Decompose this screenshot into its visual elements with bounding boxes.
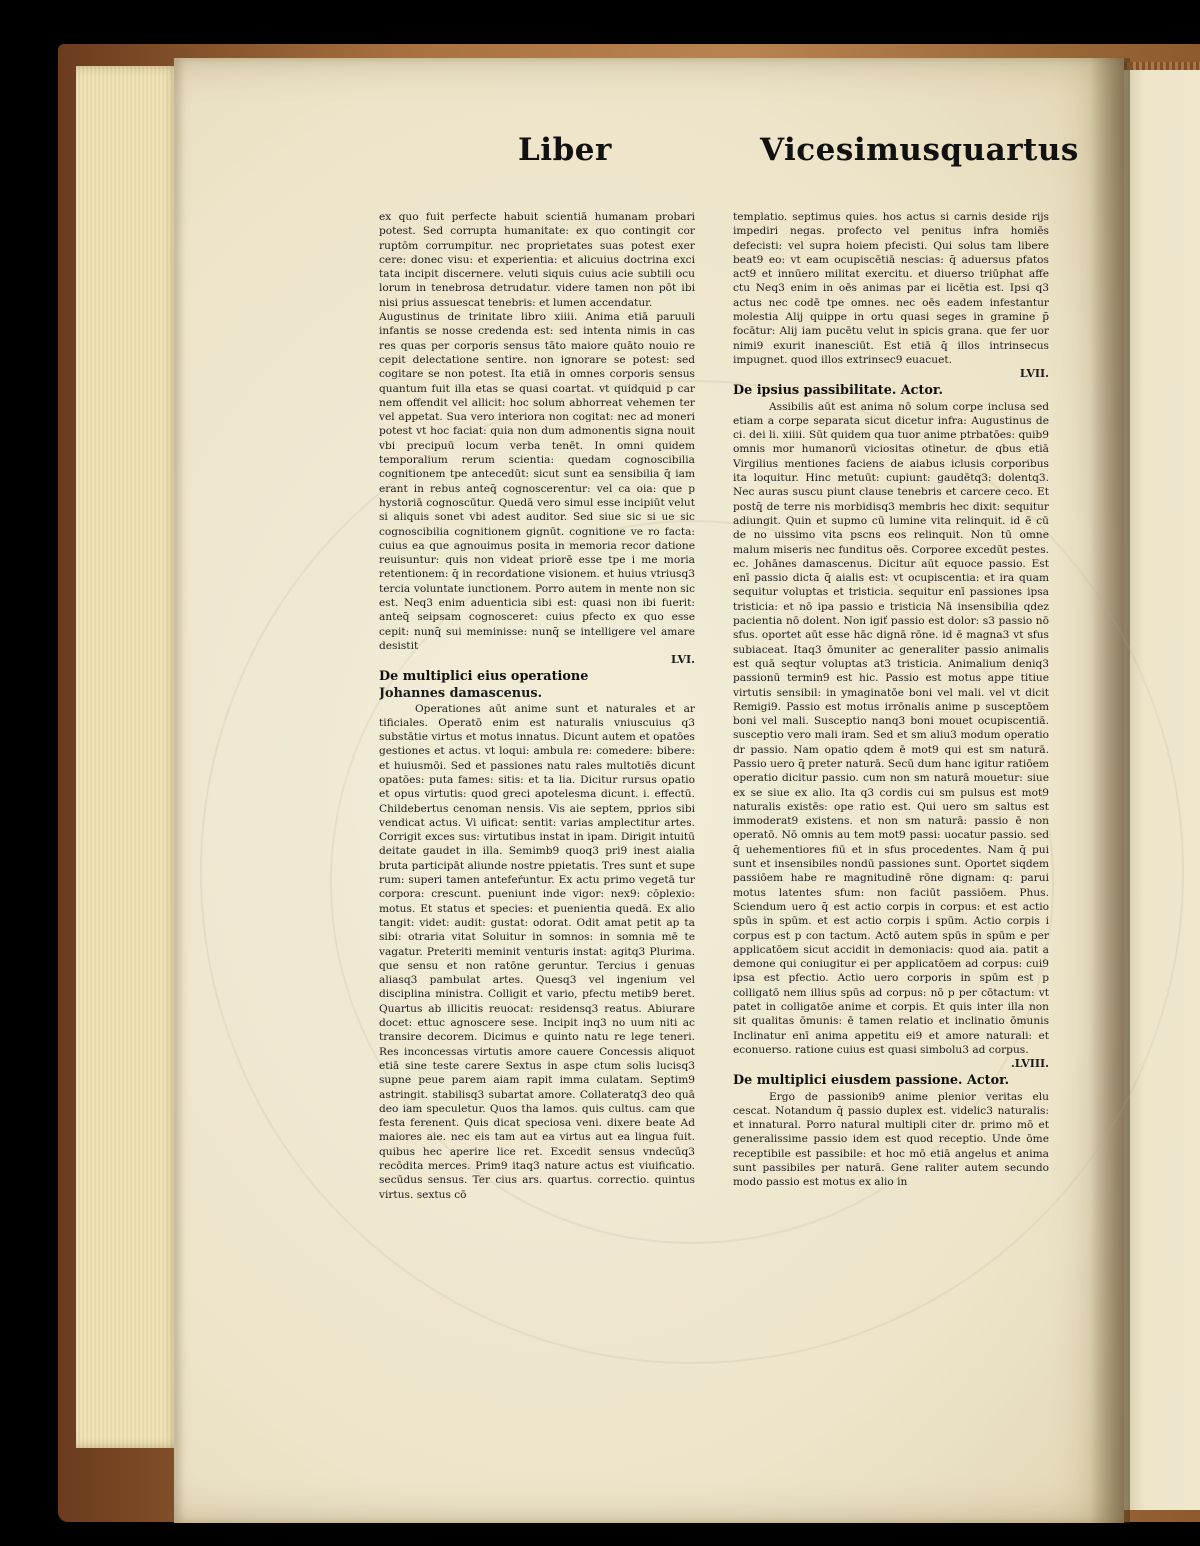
text-column-left bbox=[379, 210, 695, 1218]
chapter-number: LVI. bbox=[671, 653, 695, 667]
paragraph: ex quo fuit perfecte habuit scientiā humanam probari potest. Sed corrupta humanitate: ex quo contingit cor ruptōm corrumpitur. nec proprietates suas potest exer cere: donec visu: et experientia: et alicuius doctrina exci tata incipit discernere. veluti siquis cuius acie subtili ocu lorum in tenebrosa detrudatur. videre tamen non pōt ibi nisi prius assuescat tenebris: et lumen accendatur. bbox=[379, 211, 695, 309]
chapter-number: .LVIII. bbox=[1010, 1057, 1049, 1071]
chapter-author: Johannes damascenus. bbox=[379, 685, 543, 701]
chapter-heading: De multiplici eius operatione bbox=[379, 668, 589, 684]
running-header-left: Liber bbox=[518, 132, 612, 168]
paragraph: Operationes aūt anime sunt et naturales et ar tificiales. Operatō enim est naturalis vniuscuius q3 substātie virtus et motus innatus. Dicunt autem et opatōes gestiones et actus. vt loqui: ambula re: comedere: bibere: et huiusmōi. Sed et passiones natu rales multotiēs dicunt opatōes: puta fames: sitis: et ta lia. Dicitur rursus opatio et opus virtutis: quod greci apotelesma dicunt. i. effectū. Childebertus cenoman nensis. Vis aie septem, pprios sibi vendicat actus. Vi uificat: sentit: varias amplectitur artes. Corrigit exces sus: virtutibus instat in ipam. Dirigit intuitū deitate gaudet in illa. Semimb9 quoq3 pri9 inest aialia bruta participāt aliunde nostre ppietatis. Tres sunt et supe rum: superi tamen antefeŕuntur. Ex actu primo vegetā tur corpora: crescunt. pueniunt inde vigor: nex9: cōplexio: motus. Et status et species: et puenientia quedā. Ex alio tangit: videt: audit: gustat: odorat. Odit amat petit ap ta sibi: otraria vitat Soluitur in somnos: in somnia mē te vagatur. Preteriti meminit venturis instat: agitq3 Plurima. que sensu et non ratōne geruntur. Tercius i genuas aliasq3 pambulat artes. Quesq3 vel ingenium vel disciplina ministra. Colligit et vario, pfectu metib9 beret. Quartus ab illicitis reuocat: residensq3 reatus. Abiurare docet: ettuc agnoscere sese. Incipit inq3 no uum niti ac transire decorem. Dicimus e quinto natu re lege teneri. Res inconcessas virtutis amore cauere Concessis aliquot etiā sine teste carere Sextus in aspe ctum solis lucisq3 supne peue parem aiam rapit imma culatam. Septim9 astringit. stabilisq3 subartat amore. Collateratq3 deo quā deo iam speculetur. Quos tha lamos. quis cultus. cam que festa ferenent. Quis dicat speciosa veni. dixere beate Ad maiores aie. nec eis tam aut ea virtus aut ea lingua fuit. quibus hec aperire lice ret. Excedit sensus vndecūq3 recōdita merces. Prim9 itaq3 nature actus est viuificatio. secūdus sensus. Ter cius ars. quartus. correctio. quintus virtus. sextus cō bbox=[379, 702, 695, 1201]
chapter-heading: De multiplici eiusdem passione. Actor. bbox=[733, 1072, 1010, 1088]
chapter-heading: De ipsius passibilitate. Actor. bbox=[733, 382, 943, 398]
chapter-number: LVII. bbox=[1019, 367, 1049, 381]
paragraph: templatio. septimus quies. hos actus si carnis deside rijs impediri negas. profecto vel penitus infra homiēs defecisti: vel supra hoiem pfecisti. Qui solus tam libere beat9 eo: vt eam ocupiscētiā nescias: q̄ aduersus pfatos act9 et innūero militat exercitu. et diuerso triūphat affe ctu Neq3 enim in oēs animas par ei licētia est. Ipsi q3 actus nec codē tpe omnes. nec oēs eadem infestantur molestia Alij quippe in ortu quasi seges in gramine p̄ focātur: Alij iam pucētu velut in spicis grana. que fer uor nimi9 exurit inanesciūt. Est etiā q̄ illos intrinsecus impugnet. quod illos extrinsec9 euacuet. bbox=[733, 211, 1049, 366]
paragraph: Ergo de passionib9 anime plenior veritas elu cescat. Notandum q̄ passio duplex est. videlic3 naturalis: et innatural. Porro natural multipli citer dr. primo mō et generalissime passio idem est quod receptio. Unde ōme receptibile est passibile: et hoc mō etiā angelus et anima sunt passibiles per naturā. Gene raliter autem secundo modo passio est motus ex alio in bbox=[733, 1090, 1049, 1189]
running-header-right: Vicesimusquartus bbox=[760, 132, 1079, 168]
paragraph: Assibilis aūt est anima nō solum corpe inclusa sed etiam a corpe separata sicut dicetur infra: Augustinus de ci. dei li. xiiii. Sūt quidem qua tuor anime ptrbatōes: quib9 omnis mor humanorū viciositas otinetur. de qbus etiā Virgilius mentiones faciens de aiabus iclusis corporibus ita loquitur. Hinc metuūt: cupiunt: gaudētq3: dolentq3. Nec auras suscu piunt clause tenebris et carcere ceco. Et postq̄ de terre nis morbidisq3 membris hec dixit: sequitur adiungit. Quin et supmo cū lumine vita relinquit. id ē cū de no uissimo vita pscns eos relinquit. Non tū omne malum miseris nec funditus oēs. Corporee excedūt pestes. ec. Johānes damascenus. Dicitur aūt equoce passio. Est enī passio dicta q̄ aialis est: vt ocupiscentia: et ira quam sequitur voluptas et tristicia. sequitur enī passiones ipsa tristicia: et nō ipa passio e tristicia Nā insensibilia qdez pacientia nō dolent. Non igiť passio est dolor: s3 passio nō sfus. oportet aūt esse hāc dignā rōne. id ē magna3 vt sfus subiaceat. Itaq3 ōmuniter ac generaliter passio animalis est quā seqtur voluptas at3 tristicia. Animalium deniq3 passionū termin9 est hic. Passio est motus appe titiue virtutis sensibil: in ymaginatōe boni vel mali. vel vt dicit Remigi9. Passio est motus irrōnalis anime p susceptōem boni vel mali. Susceptio nanq3 boni mouet ocupiscentiā. susceptio vero mali iram. Sed et sm aliu3 modum operatio dr passio. Nam opatio qdem ē mot9 qui est sm naturā. Passio uero q̄ preter naturā. Secū dum hanc igitur ratiōem operatio dicitur passio. cum non sm naturā mouetur: siue ex se siue ex alio. Ita q3 cordis cui sm pulsus est mot9 naturalis existēs: ope ratio est. Qui uero sm saltus est immoderat9 existens. et non sm naturā: passio ē non operatō. Nō omnis au tem mot9 passi: uocatur passio. sed q̄ uehementiores fiū et in sfus procedentes. Nam q̄ pui sunt et insensibiles nondū passiones sunt. Oportet siqdem passiōem habe re magnitudinē rōne dignam: q: parui motus latentes sfum: non faciūt passiōem. Phus. Sciendum uero q̄ est actio corpis in corpus: et est actio spūs in spūm. et est actio corpis i spūm. Actio corpis i corpus est p con tactum. Actō autem spūs in spūm e per applicatōem sicut accidit in demoniacis: quod aia. patit a demone qui coniugitur ei per applicatōem ad corpus: cui9 ipsa est pfectio. Actio uero corporis in spūm est p colligatō nem illius spūs ad corpus: nō p per cōtactum: vt patet in colligatōe anime et corpis. Et quis inter illa non sit qualitas ōmunis: ē tamen relatio et inclinatio ōmunis Inclinatur enī anima appetitu ei9 et amore naturali: et econuerso. ratione cuius est quasi simbolu3 ad corpus. bbox=[733, 400, 1049, 1056]
text-column-right bbox=[733, 210, 1049, 1258]
paragraph: Augustinus de trinitate libro xiiii. Anima etiā paruuli infantis se nosse credenda est: sed intenta nimis in cas res quas per corporis sensus tāto maiore quāto nouio re cepit delectatione sentire. non ignorare se potest: sed cogitare se non potest. Ita etiā in omnes corporis sensus quantum fuit illa etas se quasi coartat. vt quidquid p car nem offendit vel allicit: hoc solum abhorreat vehemen ter vel appetat. Sua vero interiora non cogitat: nec ad moneri potest vt hoc faciat: quia non dum admonentis signa nouit vbi precipuū locum verba tenēt. In omni quidem temporalium rerum scientia: quedam cognoscibilia cognitionem tpe antecedūt: sicut sunt ea sensibilia q̄ iam erant in rebus anteq̄ cognoscerentur: vel ca oia: que p hystoriā cognoscūtur. Quedā vero simul esse incipiūt velut si aliquis sonet vbi adest auditor. Sed siue sic si ue sic cognoscibilia cognitionem gignūt. cognitione ve ro facta: cuius ea que agnouimus posita in memoria recor datione reuisuntur: quis non videat priorē esse tpe i me moria retentionem: q̄ in recordatione visionem. et huius vtriusq3 tercia voluntate iunctionem. Porro autem in mente non sic est. Neq3 enim aduenticia sibi est: quasi non ibi fuerit: anteq̄ seipsam cognosceret: cuius pfecto ex quo esse cepit: nunq̄ sui meminisse: nunq̄ se intelligere vel amare desistit bbox=[379, 311, 695, 652]
page-edges bbox=[76, 66, 180, 1448]
gutter-shadow bbox=[1090, 58, 1130, 1523]
